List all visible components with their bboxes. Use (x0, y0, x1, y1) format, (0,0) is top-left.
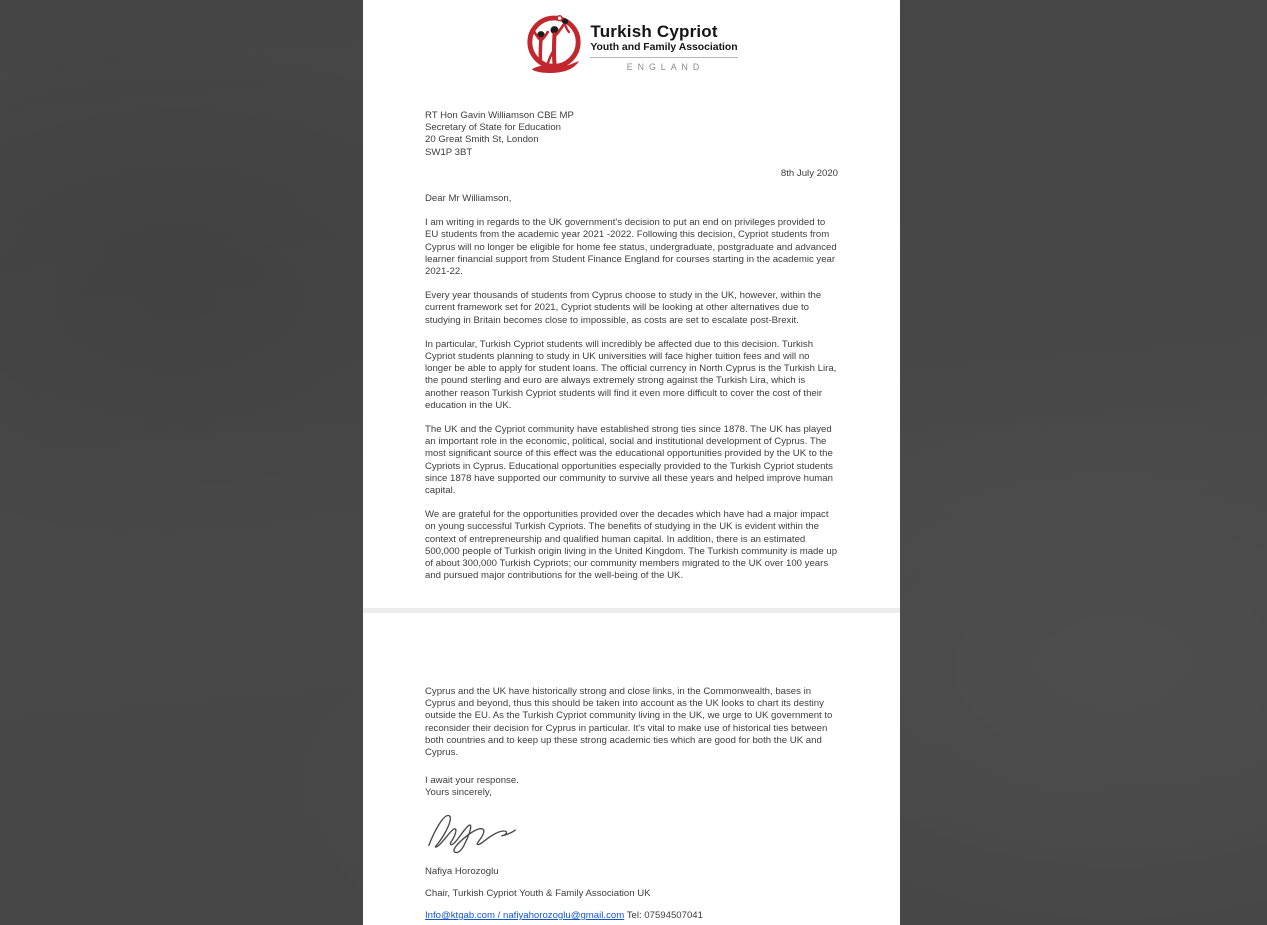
contact-telephone: Tel: 07594507041 (626, 910, 703, 922)
closing-line: I await your response. (425, 775, 519, 787)
contact-line (425, 910, 838, 922)
recipient-line: RT Hon Gavin Williamson CBE MP (425, 110, 574, 121)
signature-icon (425, 807, 838, 855)
signer-name: Nafiya Horozoglu (425, 865, 499, 877)
letter-body-page-2 (363, 686, 900, 922)
letter-page-2 (363, 613, 900, 925)
org-logo-icon (525, 13, 583, 81)
recipient-line: 20 Great Smith St, London (425, 134, 539, 146)
signature-image (425, 807, 838, 855)
org-logo (363, 0, 900, 84)
document-column (363, 0, 900, 925)
letter-paragraph: I am writing in regards to the UK government's decision to put an end on privileges provided to EU students from the academic year 2021 -2022. Following this decision, Cypriot students from Cyprus will no longer be eligible for home fee status, undergraduate, postgraduate and advanced learner financial support from Student Finance England for courses starting in the academic year 2021-22. (425, 217, 837, 278)
letter-date: 8th July 2020 (780, 167, 838, 179)
letter-page-1 (363, 0, 900, 608)
signer-title: Chair, Turkish Cypriot Youth & Family Association UK (425, 887, 651, 899)
letter-body-page-1 (363, 110, 900, 583)
org-subtitle: Youth and Family Association (590, 42, 738, 53)
recipient-line: Secretary of State for Education (425, 122, 561, 134)
letter-paragraph: Every year thousands of students from Cyprus choose to study in the UK, however, within the current framework set for 2021, Cypriot students will be looking at other alternatives due to studying in Britain becomes close to impossible, as costs are set to escalate post-Brexit. (425, 290, 822, 326)
letter-paragraph: The UK and the Cypriot community have established strong ties since 1878. The UK has played an important role in the economic, political, social and institutional development of Cyprus. The most significant source of this effect was the educational opportunities provided by the UK to the Cypriots in Cyprus. Educational opportunities especially provided to the Turkish Cypriot students since 1878 have supported our community to survive all these years and helped improve human capital. (425, 424, 833, 497)
org-logo-text (590, 22, 737, 72)
letter-paragraph: Cyprus and the UK have historically strong and close links, in the Commonwealth, bases in Cyprus and beyond, thus this should be taken into account as the UK looks to chart its destiny outside the EU. As the Turkish Cypriot community living in the UK, we urge to UK government to reconsider their decision for Cyprus in particular. It's vital to make use of historical ties between both countries and to keep up these strong academic ties which are good for both the UK and Cyprus. (425, 686, 833, 759)
closing-line: Yours sincerely, (425, 787, 492, 799)
salutation: Dear Mr Williamson, (425, 193, 512, 205)
letter-paragraph: We are grateful for the opportunities provided over the decades which have had a major impact on young successful Turkish Cypriots. The benefits of studying in the UK is evident within the context of entrepreneurship and qualified human capital. In addition, there is an estimated 500,000 people of Turkish origin living in the United Kingdom. The Turkish community is made up of about 300,000 Turkish Cypriots; our community members migrated to the UK over 100 years and pursued major contributions for the well-being of the UK. (425, 509, 838, 582)
recipient-line: SW1P 3BT (425, 146, 473, 158)
contact-email-link[interactable]: Info@ktgab.com / nafiyahorozoglu@gmail.com (425, 910, 625, 922)
org-name: Turkish Cypriot (590, 22, 718, 41)
closing-block (425, 775, 838, 799)
recipient-address (425, 110, 838, 159)
letter-paragraph: In particular, Turkish Cypriot students will incredibly be affected due to this decision. Turkish Cypriot students planning to study in UK universities will face higher tuition fees and will no longer be able to apply for student loans. The official currency in North Cyprus is the Turkish Lira, the pound sterling and euro are always extremely strong against the Turkish Lira, which is another reason Turkish Cypriot students will find it even more difficult to cover the cost of their education in the UK. (425, 338, 837, 411)
org-region: ENGLAND (626, 62, 705, 72)
